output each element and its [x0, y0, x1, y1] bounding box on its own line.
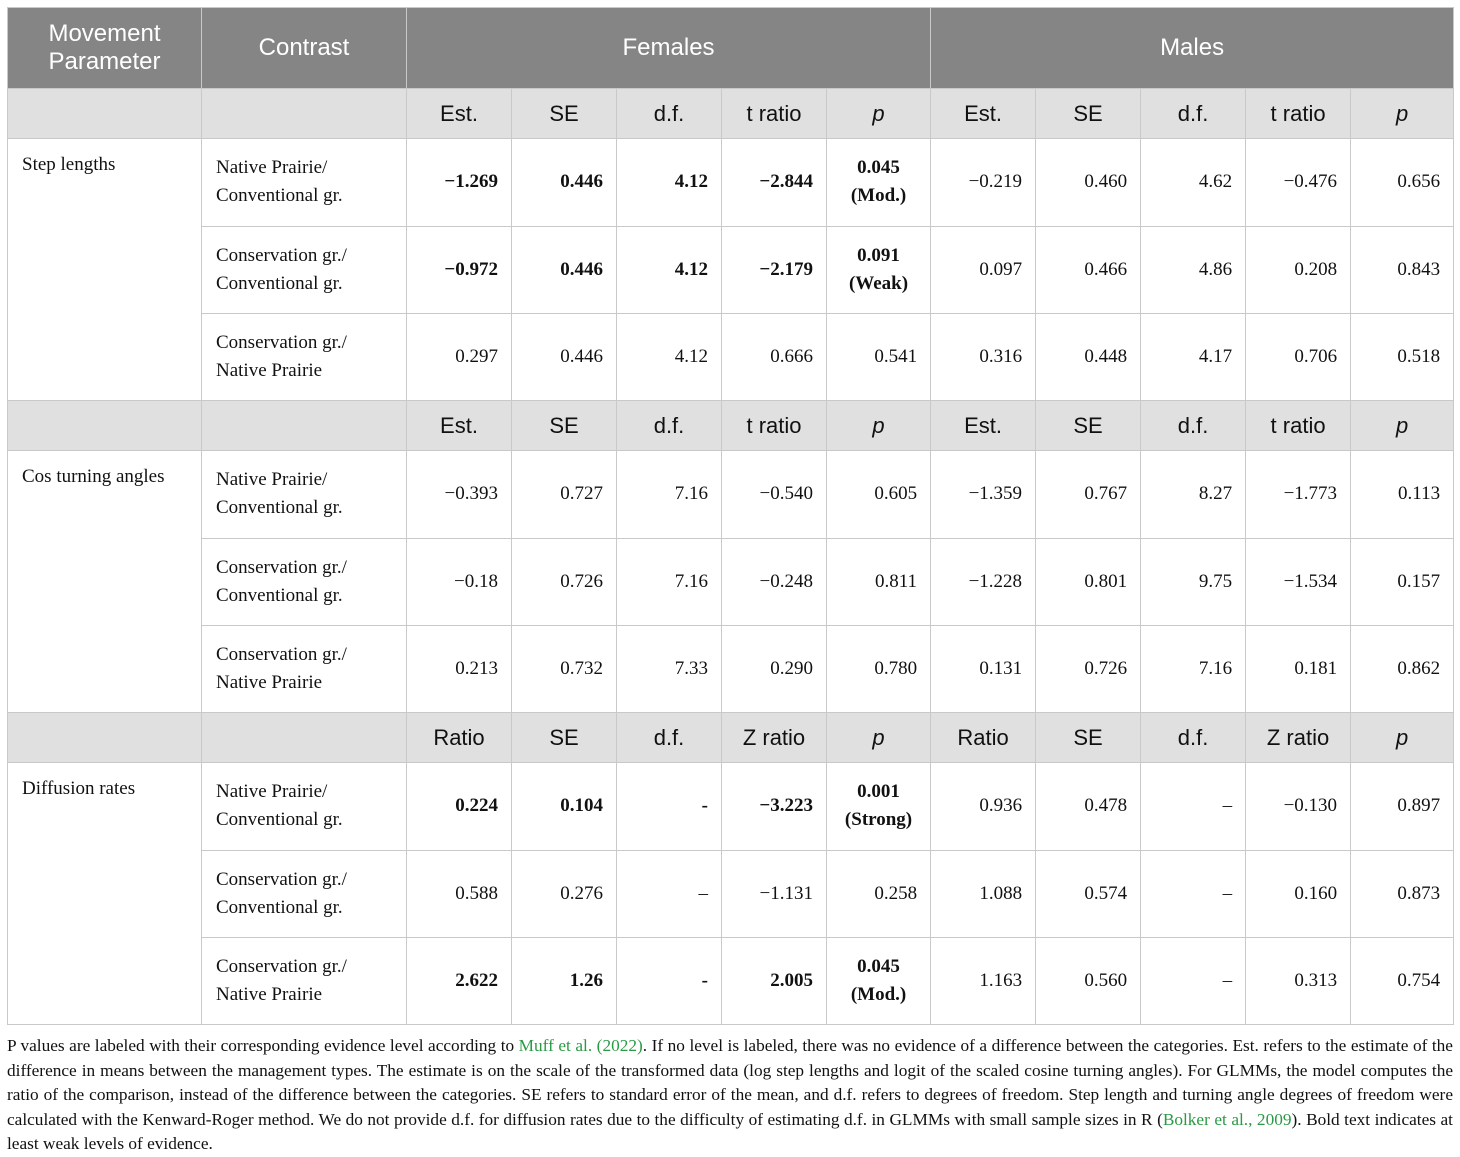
male-p-cell — [1351, 226, 1454, 313]
parameter-cell — [8, 763, 202, 851]
male-t-cell — [1246, 139, 1351, 227]
male-p-value: 0.897 — [1397, 795, 1441, 817]
female-p-value: 0.541 — [874, 345, 918, 367]
female-p-evidence-level: (Weak) — [848, 272, 909, 294]
table-row — [8, 625, 1454, 713]
contrast-cell — [202, 763, 407, 851]
header-movement-parameter: Movement Parameter — [8, 8, 202, 89]
female-t-value: −2.179 — [759, 258, 813, 280]
column-label: Est. — [931, 401, 1036, 451]
female-se-cell — [512, 937, 617, 1025]
column-label: t ratio — [1246, 401, 1351, 451]
male-est-value: −0.219 — [968, 171, 1023, 193]
male-df-value: – — [1222, 795, 1233, 817]
male-se-cell — [1036, 850, 1141, 937]
female-se-cell — [512, 763, 617, 851]
female-df-cell — [617, 625, 722, 713]
female-t-value: −3.223 — [759, 795, 813, 817]
female-p-value: 0.258 — [874, 882, 918, 904]
female-p-cell — [827, 937, 931, 1025]
column-label: p — [1351, 713, 1454, 763]
female-df-cell — [617, 763, 722, 851]
column-label: SE — [1036, 401, 1141, 451]
female-se-value: 0.727 — [560, 483, 603, 505]
male-df-cell — [1141, 226, 1246, 313]
male-t-cell — [1246, 763, 1351, 851]
female-t-cell — [722, 763, 827, 851]
female-p-cell — [827, 763, 931, 851]
male-se-value: 0.574 — [1084, 882, 1128, 904]
contrast-line-2: Conventional gr. — [216, 497, 343, 519]
contrast-cell — [202, 625, 407, 713]
female-df-value: - — [701, 969, 708, 991]
female-t-value: −2.844 — [759, 171, 813, 193]
male-df-cell — [1141, 850, 1246, 937]
header-females: Females — [407, 8, 931, 89]
female-p-value: 0.091 — [857, 244, 900, 266]
contrast-line-2: Conventional gr. — [216, 584, 343, 606]
male-est-cell — [931, 226, 1036, 313]
column-label: p — [1351, 89, 1454, 139]
female-df-value: 4.12 — [674, 258, 708, 280]
contrast-line-1: Native Prairie/ — [216, 157, 328, 179]
contrast-line-2: Native Prairie — [216, 983, 323, 1005]
male-df-value: 7.16 — [1198, 657, 1233, 679]
female-se-value: 0.276 — [560, 882, 603, 904]
female-t-value: 0.666 — [770, 345, 813, 367]
male-est-cell — [931, 625, 1036, 713]
male-se-value: 0.460 — [1084, 171, 1128, 193]
female-se-value: 0.446 — [560, 258, 603, 280]
contrast-cell — [202, 226, 407, 313]
female-t-cell — [722, 538, 827, 625]
male-se-value: 0.466 — [1084, 258, 1128, 280]
column-label: d.f. — [617, 89, 722, 139]
male-t-value: 0.208 — [1294, 258, 1338, 280]
male-t-value: −1.534 — [1283, 570, 1338, 592]
parameter-cell — [8, 139, 202, 227]
female-t-cell — [722, 937, 827, 1025]
column-label: p — [827, 401, 931, 451]
male-se-cell — [1036, 139, 1141, 227]
male-se-cell — [1036, 625, 1141, 713]
female-df-value: – — [698, 882, 708, 904]
male-p-cell — [1351, 538, 1454, 625]
contrast-line-2: Conventional gr. — [216, 185, 343, 207]
header-males: Males — [931, 8, 1454, 89]
male-p-value: 0.518 — [1397, 345, 1441, 367]
results-table-container — [7, 7, 1453, 1157]
column-label: Z ratio — [722, 713, 827, 763]
male-t-cell — [1246, 313, 1351, 401]
male-est-cell — [931, 139, 1036, 227]
male-df-cell — [1141, 313, 1246, 401]
female-se-value: 0.446 — [560, 171, 603, 193]
male-df-value: – — [1222, 882, 1233, 904]
male-t-cell — [1246, 226, 1351, 313]
female-t-cell — [722, 313, 827, 401]
female-est-cell — [407, 763, 512, 851]
male-t-value: −1.773 — [1283, 483, 1338, 505]
column-label: SE — [512, 713, 617, 763]
column-subheader-row — [8, 713, 1454, 763]
female-est-value: 0.213 — [455, 657, 498, 679]
parameter-cell — [8, 226, 202, 313]
female-df-cell — [617, 139, 722, 227]
parameter-label: Diffusion rates — [22, 778, 136, 799]
female-est-cell — [407, 538, 512, 625]
parameter-cell — [8, 451, 202, 539]
column-label: d.f. — [1141, 89, 1246, 139]
male-se-value: 0.726 — [1084, 657, 1128, 679]
header-contrast: Contrast — [202, 8, 407, 89]
contrast-cell — [202, 451, 407, 539]
contrast-line-1: Native Prairie/ — [216, 781, 328, 803]
contrast-line-2: Conventional gr. — [216, 272, 343, 294]
column-label: Est. — [407, 401, 512, 451]
parameter-cell — [8, 937, 202, 1025]
female-p-cell — [827, 226, 931, 313]
male-est-value: 0.097 — [979, 258, 1023, 280]
female-df-value: 7.16 — [674, 483, 708, 505]
female-est-value: −0.393 — [444, 483, 498, 505]
female-est-value: 2.622 — [455, 969, 498, 991]
contrast-line-1: Conservation gr./ — [216, 244, 347, 266]
female-p-cell — [827, 451, 931, 539]
male-t-value: −0.130 — [1283, 795, 1338, 817]
male-est-cell — [931, 937, 1036, 1025]
female-est-cell — [407, 625, 512, 713]
female-t-cell — [722, 850, 827, 937]
female-se-value: 0.726 — [560, 570, 603, 592]
male-p-value: 0.873 — [1397, 882, 1441, 904]
column-label: d.f. — [1141, 713, 1246, 763]
subheader-empty-cell — [202, 401, 407, 451]
male-df-value: – — [1222, 969, 1233, 991]
female-se-value: 1.26 — [569, 969, 603, 991]
parameter-label: Cos turning angles — [22, 466, 165, 487]
female-t-cell — [722, 139, 827, 227]
female-df-value: 7.16 — [674, 570, 708, 592]
male-df-cell — [1141, 763, 1246, 851]
male-df-cell — [1141, 625, 1246, 713]
table-footnote — [7, 1034, 1453, 1157]
column-label: p — [1351, 401, 1454, 451]
female-est-cell — [407, 451, 512, 539]
column-label: SE — [1036, 713, 1141, 763]
column-label: t ratio — [1246, 89, 1351, 139]
table-row — [8, 850, 1454, 937]
column-subheader-row — [8, 401, 1454, 451]
table-row — [8, 538, 1454, 625]
table-body — [8, 89, 1454, 1025]
male-est-value: 0.936 — [979, 795, 1023, 817]
male-df-cell — [1141, 139, 1246, 227]
male-est-value: 1.088 — [979, 882, 1023, 904]
male-p-value: 0.843 — [1397, 258, 1441, 280]
column-label: Ratio — [407, 713, 512, 763]
female-est-value: −0.18 — [454, 570, 498, 592]
female-df-value: 7.33 — [674, 657, 708, 679]
male-se-value: 0.560 — [1084, 969, 1128, 991]
contrast-line-1: Native Prairie/ — [216, 469, 328, 491]
column-label: p — [827, 713, 931, 763]
male-p-cell — [1351, 139, 1454, 227]
male-est-cell — [931, 313, 1036, 401]
contrast-line-2: Conventional gr. — [216, 809, 343, 831]
male-est-cell — [931, 451, 1036, 539]
male-df-value: 8.27 — [1198, 483, 1233, 505]
subheader-empty-cell — [8, 89, 202, 139]
female-t-value: −1.131 — [759, 882, 813, 904]
parameter-cell — [8, 625, 202, 713]
female-df-cell — [617, 451, 722, 539]
table-row — [8, 313, 1454, 401]
female-df-cell — [617, 850, 722, 937]
contrast-cell — [202, 850, 407, 937]
table-header-row — [8, 8, 1454, 89]
parameter-cell — [8, 850, 202, 937]
table-row — [8, 451, 1454, 539]
female-p-cell — [827, 850, 931, 937]
female-df-cell — [617, 538, 722, 625]
male-est-value: 1.163 — [979, 969, 1023, 991]
female-se-cell — [512, 625, 617, 713]
subheader-empty-cell — [202, 89, 407, 139]
movement-contrast-table — [7, 7, 1454, 1025]
male-est-cell — [931, 763, 1036, 851]
male-p-cell — [1351, 451, 1454, 539]
male-p-value: 0.754 — [1397, 969, 1441, 991]
column-label: d.f. — [617, 401, 722, 451]
column-label: d.f. — [617, 713, 722, 763]
female-se-cell — [512, 451, 617, 539]
male-se-cell — [1036, 763, 1141, 851]
column-label: Est. — [407, 89, 512, 139]
male-df-cell — [1141, 937, 1246, 1025]
female-df-value: - — [701, 795, 708, 817]
parameter-cell — [8, 313, 202, 401]
contrast-line-1: Conservation gr./ — [216, 643, 347, 665]
female-p-value: 0.780 — [874, 657, 918, 679]
male-se-value: 0.478 — [1084, 795, 1128, 817]
female-se-value: 0.732 — [560, 657, 603, 679]
female-df-cell — [617, 313, 722, 401]
female-se-value: 0.104 — [560, 795, 603, 817]
male-se-value: 0.767 — [1084, 483, 1128, 505]
male-t-cell — [1246, 937, 1351, 1025]
female-p-evidence-level: (Mod.) — [850, 983, 907, 1005]
male-est-value: 0.131 — [979, 657, 1023, 679]
column-label: t ratio — [722, 401, 827, 451]
female-p-value: 0.045 — [857, 955, 900, 977]
table-row — [8, 139, 1454, 227]
male-t-cell — [1246, 538, 1351, 625]
citation-link-muff[interactable]: Muff et al. (2022) — [518, 1036, 643, 1055]
parameter-cell — [8, 538, 202, 625]
male-est-value: −1.359 — [968, 483, 1023, 505]
male-est-value: 0.316 — [979, 345, 1023, 367]
male-p-cell — [1351, 937, 1454, 1025]
male-p-value: 0.656 — [1397, 171, 1441, 193]
female-t-cell — [722, 625, 827, 713]
male-est-cell — [931, 538, 1036, 625]
male-se-value: 0.448 — [1084, 345, 1128, 367]
male-est-value: −1.228 — [968, 570, 1023, 592]
male-t-value: 0.181 — [1294, 657, 1338, 679]
male-df-cell — [1141, 538, 1246, 625]
male-p-cell — [1351, 313, 1454, 401]
female-se-cell — [512, 313, 617, 401]
column-label: Ratio — [931, 713, 1036, 763]
male-t-cell — [1246, 625, 1351, 713]
column-label: SE — [512, 401, 617, 451]
contrast-cell — [202, 139, 407, 227]
citation-link-bolker[interactable]: Bolker et al., 2009 — [1162, 1109, 1292, 1129]
female-df-cell — [617, 226, 722, 313]
female-p-value: 0.001 — [857, 781, 900, 803]
male-p-value: 0.157 — [1397, 570, 1441, 592]
female-p-value: 0.045 — [857, 157, 900, 179]
female-df-cell — [617, 937, 722, 1025]
male-se-cell — [1036, 451, 1141, 539]
column-subheader-row — [8, 89, 1454, 139]
male-se-value: 0.801 — [1084, 570, 1128, 592]
female-t-cell — [722, 226, 827, 313]
table-row — [8, 763, 1454, 851]
male-df-cell — [1141, 451, 1246, 539]
female-se-cell — [512, 538, 617, 625]
male-t-value: 0.706 — [1294, 345, 1338, 367]
parameter-label: Step lengths — [22, 154, 116, 175]
male-se-cell — [1036, 538, 1141, 625]
contrast-line-2: Native Prairie — [216, 671, 323, 693]
female-se-value: 0.446 — [560, 345, 603, 367]
column-label: Est. — [931, 89, 1036, 139]
contrast-line-1: Conservation gr./ — [216, 868, 347, 890]
female-p-evidence-level: (Mod.) — [850, 185, 907, 207]
table-row — [8, 226, 1454, 313]
female-est-cell — [407, 139, 512, 227]
table-row — [8, 937, 1454, 1025]
contrast-line-1: Conservation gr./ — [216, 556, 347, 578]
subheader-empty-cell — [8, 401, 202, 451]
female-se-cell — [512, 139, 617, 227]
female-est-cell — [407, 313, 512, 401]
female-t-value: −0.540 — [759, 483, 813, 505]
contrast-line-1: Conservation gr./ — [216, 955, 347, 977]
female-p-evidence-level: (Strong) — [844, 809, 913, 831]
male-p-value: 0.113 — [1398, 483, 1441, 505]
subheader-empty-cell — [202, 713, 407, 763]
footnote-text-3: ). Bold text indicates at least weak levels of evidence. — [7, 1109, 1453, 1153]
female-p-cell — [827, 313, 931, 401]
male-se-cell — [1036, 226, 1141, 313]
male-t-cell — [1246, 850, 1351, 937]
female-est-value: 0.297 — [455, 345, 498, 367]
footnote-text-2: . If no level is labeled, there was no evidence of a difference between the categories. Est. refers to the estimate of the difference in means between the management types. The estimate is on the scale of the transformed data (log step lengths and logit of the scaled cosine turning angles). For GLMMs, the model computes the ratio of the comparison, instead of the difference between the categories. SE refers to standard error of the mean, and d.f. refers to degrees of freedom. Step length and turning angle degrees of freedom were calculated with the Kenward-Roger method. We do not provide d.f. for diffusion rates due to the difficulty of estimating d.f. in GLMMs with small sample sizes in R ( — [7, 1036, 1453, 1129]
male-df-value: 9.75 — [1198, 570, 1233, 592]
female-p-cell — [827, 139, 931, 227]
female-p-value: 0.811 — [875, 570, 918, 592]
male-df-value: 4.17 — [1198, 345, 1233, 367]
male-p-cell — [1351, 625, 1454, 713]
female-est-cell — [407, 850, 512, 937]
female-t-cell — [722, 451, 827, 539]
contrast-line-2: Native Prairie — [216, 359, 323, 381]
male-t-value: −0.476 — [1283, 171, 1338, 193]
female-est-cell — [407, 226, 512, 313]
male-se-cell — [1036, 937, 1141, 1025]
male-t-value: 0.313 — [1294, 969, 1338, 991]
contrast-cell — [202, 937, 407, 1025]
female-est-value: −0.972 — [444, 258, 498, 280]
male-df-value: 4.86 — [1198, 258, 1233, 280]
female-est-value: −1.269 — [444, 171, 498, 193]
footnote-text-1: P values are labeled with their corresponding evidence level according to — [7, 1036, 519, 1055]
column-label: Z ratio — [1246, 713, 1351, 763]
contrast-cell — [202, 313, 407, 401]
male-p-cell — [1351, 763, 1454, 851]
male-p-cell — [1351, 850, 1454, 937]
female-t-value: 2.005 — [770, 969, 813, 991]
column-label: d.f. — [1141, 401, 1246, 451]
male-t-cell — [1246, 451, 1351, 539]
column-label: SE — [1036, 89, 1141, 139]
female-df-value: 4.12 — [674, 345, 708, 367]
male-se-cell — [1036, 313, 1141, 401]
contrast-cell — [202, 538, 407, 625]
female-est-value: 0.224 — [455, 795, 498, 817]
subheader-empty-cell — [8, 713, 202, 763]
female-est-value: 0.588 — [455, 882, 498, 904]
female-df-value: 4.12 — [674, 171, 708, 193]
female-t-value: −0.248 — [759, 570, 813, 592]
male-est-cell — [931, 850, 1036, 937]
female-est-cell — [407, 937, 512, 1025]
female-se-cell — [512, 226, 617, 313]
female-t-value: 0.290 — [770, 657, 813, 679]
contrast-line-1: Conservation gr./ — [216, 331, 347, 353]
column-label: p — [827, 89, 931, 139]
column-label: SE — [512, 89, 617, 139]
female-se-cell — [512, 850, 617, 937]
female-p-cell — [827, 625, 931, 713]
female-p-cell — [827, 538, 931, 625]
female-p-value: 0.605 — [874, 483, 918, 505]
male-p-value: 0.862 — [1397, 657, 1441, 679]
contrast-line-2: Conventional gr. — [216, 896, 343, 918]
column-label: t ratio — [722, 89, 827, 139]
male-df-value: 4.62 — [1198, 171, 1233, 193]
male-t-value: 0.160 — [1294, 882, 1338, 904]
